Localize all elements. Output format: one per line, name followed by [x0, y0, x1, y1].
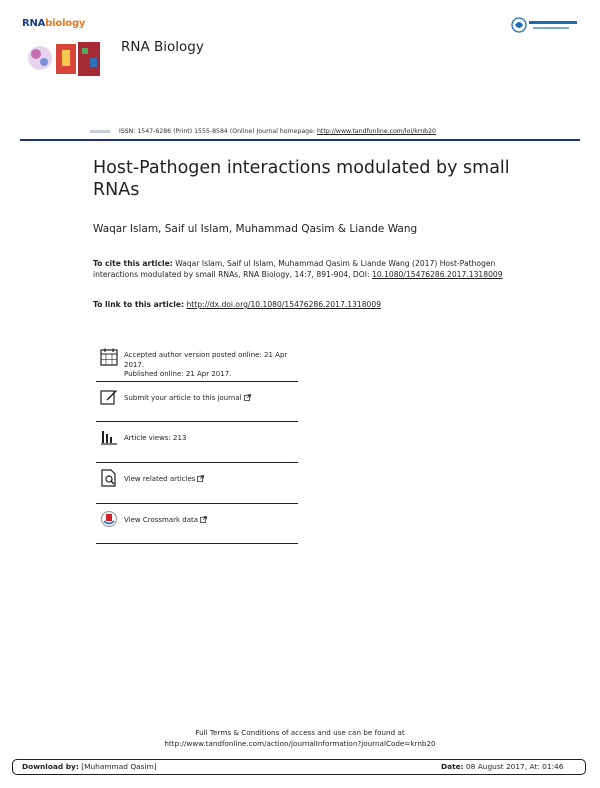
taylor-francis-logo-icon [511, 16, 581, 34]
bar-chart-icon [100, 428, 118, 446]
article-views-row [96, 422, 298, 463]
downloaded-by [22, 762, 157, 771]
article-authors: Waqar Islam, Saif ul Islam, Muhammad Qasim & Liande Wang [93, 223, 418, 235]
cite-label: To cite this article: [93, 259, 173, 268]
related-label[interactable]: View related articles [124, 475, 196, 483]
calendar-icon [100, 348, 118, 366]
crossmark-label[interactable]: View Crossmark data [124, 516, 199, 524]
crossmark-text[interactable] [124, 516, 207, 526]
cite-text: Waqar Islam, Saif ul Islam, Muhammad Qasim & Liande Wang (2017) Host-Pathogen interactions modulated by small RNAs, RNA Biology, 14:7, 891-904, DOI: [93, 259, 496, 279]
document-search-icon [100, 469, 118, 487]
submit-text[interactable] [124, 394, 251, 404]
journal-homepage-link[interactable]: http://www.tandfonline.com/loi/krnb20 [316, 128, 436, 135]
logo-biology: biology [45, 18, 86, 29]
external-link-icon [197, 475, 204, 482]
journal-cover-icon [22, 36, 104, 82]
terms-line: Full Terms & Conditions of access and use can be found at [195, 728, 405, 737]
external-link-icon [200, 516, 207, 523]
cite-doi-link[interactable]: 10.1080/15476286.2017.1318009 [371, 270, 503, 279]
edit-icon [100, 388, 118, 406]
link-label: To link to this article: [93, 300, 185, 309]
downloaded-label: Download by: [22, 762, 79, 771]
download-date [441, 762, 563, 771]
terms-block [0, 727, 600, 749]
accepted-date: Accepted author version posted online: 21 Apr 2017. [124, 351, 288, 369]
issn-line [119, 128, 436, 135]
header-divider [20, 139, 580, 141]
article-views: Article views: 213 [124, 434, 187, 442]
related-text[interactable] [124, 475, 204, 485]
article-doi-link[interactable]: http://dx.doi.org/10.1080/15476286.2017.1318009 [186, 300, 382, 309]
related-articles-row[interactable] [96, 463, 298, 504]
article-link-line [93, 300, 381, 309]
downloaded-value: [Muhammad Qasim] [81, 762, 157, 771]
crossmark-icon [100, 510, 118, 528]
posted-info [96, 346, 298, 382]
crossmark-row[interactable] [96, 504, 298, 544]
external-link-icon [244, 394, 251, 401]
terms-link[interactable]: http://www.tandfonline.com/action/journalInformation?journalCode=krnb20 [164, 739, 436, 748]
date-label: Date: [441, 762, 464, 771]
submit-article-row[interactable] [96, 382, 298, 422]
small-publisher-mark [90, 130, 110, 133]
posted-text [124, 351, 296, 380]
article-title: Host-Pathogen interactions modulated by small RNAs [93, 158, 510, 200]
logo-rna: RNA [22, 18, 46, 29]
issn-text: 1547-6286 (Print) 1555-8584 (Online) Journal homepage: [137, 128, 315, 135]
journal-logo [22, 18, 85, 29]
date-value: 08 August 2017, At: 01:46 [465, 762, 564, 771]
published-date: Published online: 21 Apr 2017. [124, 370, 232, 378]
issn-label: ISSN: [119, 128, 136, 135]
citation [93, 258, 513, 280]
submit-label[interactable]: Submit your article to this journal [124, 394, 242, 402]
journal-name: RNA Biology [121, 39, 204, 55]
